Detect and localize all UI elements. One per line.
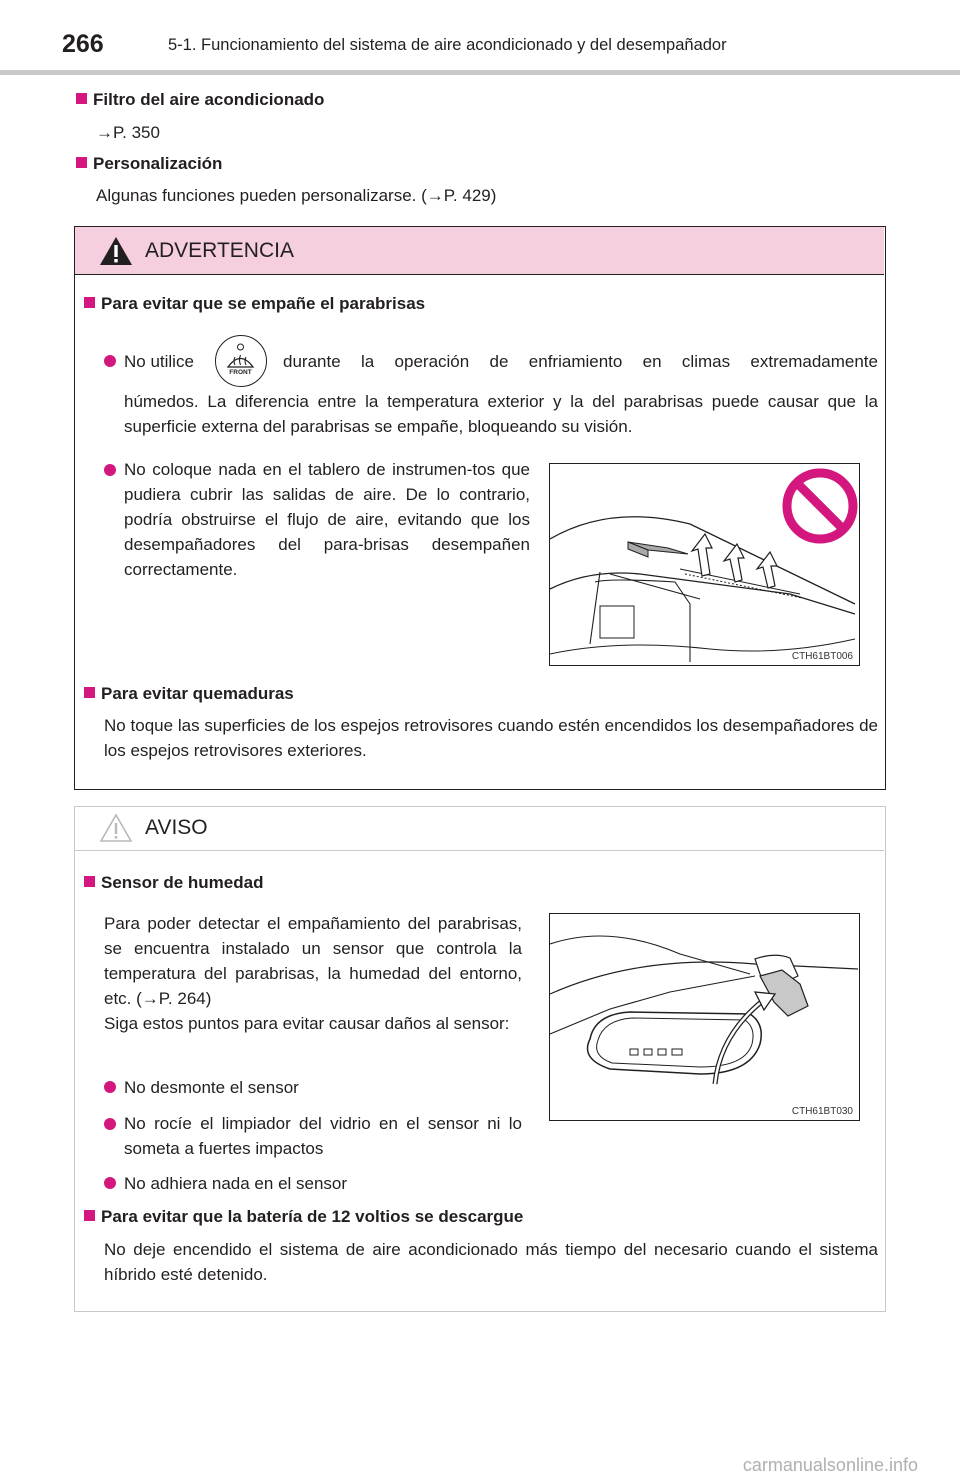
section-title: 5-1. Funcionamiento del sistema de aire acondicionado y del desempañador xyxy=(168,36,727,54)
fog-heading: Para evitar que se empañe el parabrisas xyxy=(84,294,425,314)
sensor-bullet-b: No rocíe el limpiador del vidrio en el sensor ni lo someta a fuertes impactos xyxy=(104,1111,522,1161)
custom-heading: Personalización xyxy=(76,154,222,174)
battery-heading: Para evitar que la batería de 12 voltios se descargue xyxy=(84,1207,523,1227)
round-bullet-icon xyxy=(104,355,116,367)
warning-title: ADVERTENCIA xyxy=(145,239,294,262)
fog-bullet-1-cont: húmedos. La diferencia entre la temperatura exterior y la del parabrisas puede causar que la superficie externa del parabrisas se empañe, bloqueando su visión. xyxy=(124,392,878,436)
header-rule xyxy=(0,70,960,75)
fog-bullet-1-post: durante la operación de enfriamiento en climas extremadamente xyxy=(283,352,878,371)
watermark: carmanualsonline.info xyxy=(742,1455,918,1475)
round-bullet-icon xyxy=(104,464,116,476)
square-bullet-icon xyxy=(76,157,87,168)
round-bullet-icon xyxy=(104,1118,116,1130)
notice-title: AVISO xyxy=(145,816,208,839)
square-bullet-icon xyxy=(84,1210,95,1221)
square-bullet-icon xyxy=(76,93,87,104)
figure-code: CTH61BT030 xyxy=(791,1106,853,1117)
sensor-illustration xyxy=(549,913,860,1121)
page-number: 266 xyxy=(62,30,104,58)
dashboard-illustration xyxy=(549,463,860,666)
square-bullet-icon xyxy=(84,297,95,308)
battery-text: No deje encendido el sistema de aire acondicionado más tiempo del necesario cuando el sistema híbrido esté detenido. xyxy=(104,1240,878,1284)
square-bullet-icon xyxy=(84,687,95,698)
sensor-bullet-a: No desmonte el sensor xyxy=(104,1075,299,1100)
front-defroster-button-icon xyxy=(215,335,267,387)
sensor-heading: Sensor de humedad xyxy=(84,873,263,893)
sensor-text-1: Para poder detectar el empañamiento del parabrisas, se encuentra instalado un sensor que controla la temperatura del parabrisas, la humedad del entorno, etc. (→P. 264) xyxy=(104,914,522,1008)
figure-code: CTH61BT006 xyxy=(791,651,853,662)
dashboard-vents-illustration xyxy=(550,464,858,664)
front-label: FRONT xyxy=(229,369,252,376)
burn-text: No toque las superficies de los espejos retrovisores cuando estén encendidos los desempañadores de los espejos retrovisores exteriores. xyxy=(104,716,878,760)
warning-box xyxy=(74,226,886,790)
filter-ref[interactable]: →P. 350 xyxy=(96,123,160,142)
notice-triangle-icon xyxy=(99,813,133,843)
warning-header xyxy=(75,227,884,275)
round-bullet-icon xyxy=(104,1177,116,1189)
sensor-text-2: Siga estos puntos para evitar causar daños al sensor: xyxy=(104,1014,510,1033)
burn-heading: Para evitar quemaduras xyxy=(84,684,294,704)
notice-box xyxy=(74,806,886,1312)
round-bullet-icon xyxy=(104,1081,116,1093)
sensor-bullet-c: No adhiera nada en el sensor xyxy=(104,1171,347,1196)
warning-triangle-icon xyxy=(99,236,133,266)
fog-bullet-2: No coloque nada en el tablero de instrumen-tos que pudiera cubrir las salidas de aire. De lo contrario, podría obstruirse el flujo de aire, evitando que los desempañadores del para-brisas desempañen correctamente. xyxy=(104,457,530,582)
filter-heading: Filtro del aire acondicionado xyxy=(76,90,324,110)
notice-header xyxy=(75,807,884,851)
square-bullet-icon xyxy=(84,876,95,887)
fog-bullet-1-line1: No utilice xyxy=(104,349,194,374)
rearview-mirror-sensor-illustration xyxy=(550,914,858,1119)
custom-text: Algunas funciones pueden personalizarse. (→P. 429) xyxy=(96,186,497,205)
